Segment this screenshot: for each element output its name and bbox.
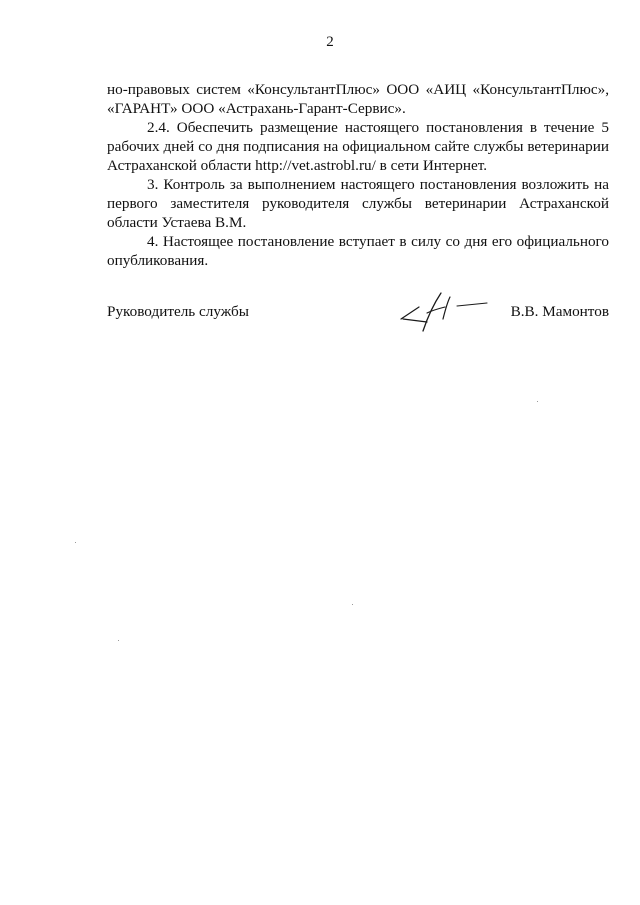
signer-name: В.В. Мамонтов <box>510 303 609 320</box>
handwritten-signature-icon <box>397 289 497 335</box>
paragraph-4: 4. Настоящее постановление вступает в силу со дня его официального опубликования. <box>107 233 609 269</box>
page-number: 2 <box>326 34 334 50</box>
scan-speck <box>352 604 353 605</box>
signature-block <box>107 303 609 333</box>
signer-title: Руководитель службы <box>107 303 249 320</box>
scan-speck <box>537 401 538 402</box>
scan-speck <box>118 640 119 641</box>
paragraph-2-4: 2.4. Обеспечить размещение настоящего постановления в течение 5 рабочих дней со дня подписания на официальном сайте службы ветеринарии Астраханской области http://vet.astrobl.ru/ в сети Интернет. <box>107 119 609 174</box>
paragraph-continuation: но-правовых систем «КонсультантПлюс» ООО «АИЦ «КонсультантПлюс», «ГАРАНТ» ООО «Астрахань-Гарант-Сервис». <box>107 81 609 117</box>
paragraph-3: 3. Контроль за выполнением настоящего постановления возложить на первого заместителя руководителя службы ветеринарии Астраханской области Устаева В.М. <box>107 176 609 231</box>
document-body <box>107 80 609 270</box>
scan-speck <box>75 542 76 543</box>
